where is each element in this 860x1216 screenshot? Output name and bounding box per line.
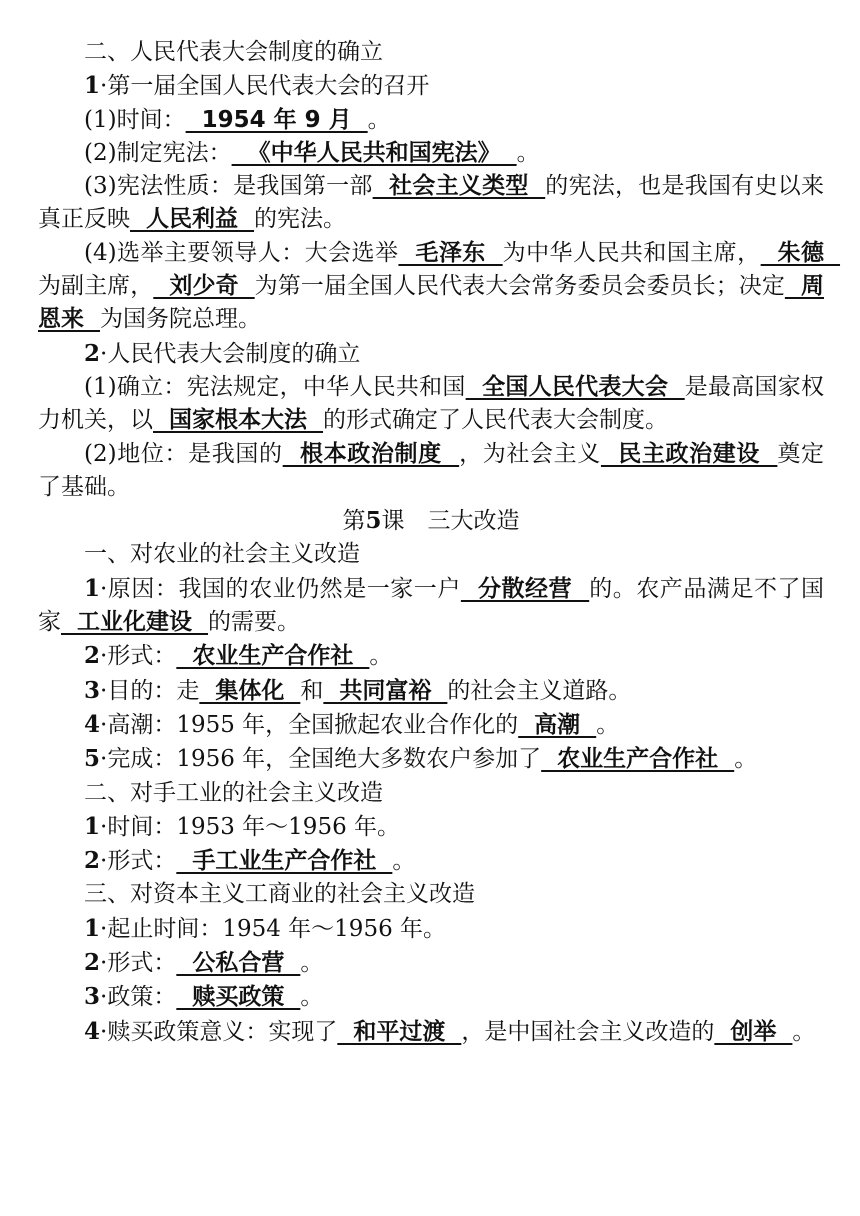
answer-blank: 根本政治制度: [282, 440, 460, 467]
answer-blank: 农业生产合作社: [176, 643, 370, 670]
lesson-title: 第5课 三大改造: [342, 507, 520, 535]
answer-blank: 农业生产合作社: [541, 746, 735, 773]
item-time: (1)时间： 1954 年 9 月 。: [84, 106, 391, 133]
document-body: [38, 36, 841, 1049]
item-agri-climax: 4·高潮：1955 年，全国掀起农业合作化的 高潮 。: [84, 710, 620, 738]
item-constitution: (2)制定宪法： 《中华人民共和国宪法》 。: [84, 139, 540, 166]
item-cap-time: 1·起止时间：1954 年～1956 年。: [84, 914, 447, 942]
item-status: (2)地位：是我国的 根本政治制度 ，为社会主义 民主政治建设 奠定了基础。: [38, 440, 825, 500]
section-heading-handicraft: 二、对手工业的社会主义改造: [84, 779, 383, 806]
answer-blank: 共同富裕: [323, 677, 448, 704]
item-cap-policy: 3·政策： 赎买政策 。: [84, 983, 324, 1011]
answer-blank: 全国人民代表大会: [465, 373, 685, 400]
answer-blank: 人民利益: [130, 206, 255, 233]
answer-blank: 赎买政策: [176, 984, 301, 1011]
item-npc-system: 2·人民代表大会制度的确立: [84, 339, 361, 367]
item-agri-complete: 5·完成：1956 年，全国绝大多数农户参加了 农业生产合作社 。: [84, 745, 758, 773]
answer-blank: 公私合营: [176, 950, 301, 977]
answer-blank: 周恩来: [38, 273, 825, 333]
answer-blank: 《中华人民共和国宪法》: [231, 139, 517, 166]
answer-blank: 工业化建设: [61, 609, 209, 636]
section-heading-agriculture: 一、对农业的社会主义改造: [84, 541, 360, 568]
item-craft-time: 1·时间：1953 年～1956 年。: [84, 812, 401, 840]
answer-blank: 和平过渡: [337, 1018, 462, 1045]
item-first-npc: 1·第一届全国人民代表大会的召开: [84, 72, 430, 100]
answer-blank: 刘少奇: [153, 273, 255, 300]
answer-blank: 1954 年 9 月: [185, 106, 368, 133]
answer-blank: 朱德: [760, 239, 841, 266]
answer-blank: 手工业生产合作社: [176, 848, 393, 875]
answer-blank: 国家根本大法: [153, 407, 324, 434]
answer-blank: 高潮: [518, 711, 597, 738]
section-heading-npc: 二、人民代表大会制度的确立: [84, 39, 383, 65]
answer-blank: 分散经营: [460, 575, 590, 602]
item-cap-significance: 4·赎买政策意义：实现了 和平过渡 ，是中国社会主义改造的 创举 。: [84, 1017, 816, 1045]
item-constitution-nature: (3)宪法性质：是我国第一部 社会主义类型 的宪法，也是我国有史以来真正反映 人民利益 的宪法。: [38, 173, 824, 233]
answer-blank: 毛泽东: [398, 239, 503, 266]
item-agri-reason: 1·原因：我国的农业仍然是一家一户 分散经营 的。农产品满足不了国家 工业化建设 的需要。: [38, 574, 825, 636]
section-heading-capitalist: 三、对资本主义工商业的社会主义改造: [84, 881, 475, 908]
answer-blank: 民主政治建设: [600, 440, 778, 467]
item-agri-goal: 3·目的：走 集体化 和 共同富裕 的社会主义道路。: [84, 676, 632, 704]
answer-blank: 社会主义类型: [372, 173, 546, 200]
answer-blank: 创举: [714, 1018, 793, 1045]
item-establishment: (1)确立：宪法规定，中华人民共和国 全国人民代表大会 是最高国家权力机关，以 国家根本大法 的形式确定了人民代表大会制度。: [38, 373, 824, 434]
item-election: (4)选举主要领导人：大会选举 毛泽东 为中华人民共和国主席， 朱德 为副主席， 刘少奇 为第一届全国人民代表大会常务委员会委员长；决定 周恩来 为国务院总理。: [38, 239, 841, 333]
answer-blank: 集体化: [199, 677, 301, 704]
item-cap-form: 2·形式： 公私合营 。: [84, 949, 324, 977]
item-craft-form: 2·形式： 手工业生产合作社 。: [84, 847, 416, 875]
item-agri-form: 2·形式： 农业生产合作社 。: [84, 642, 393, 670]
